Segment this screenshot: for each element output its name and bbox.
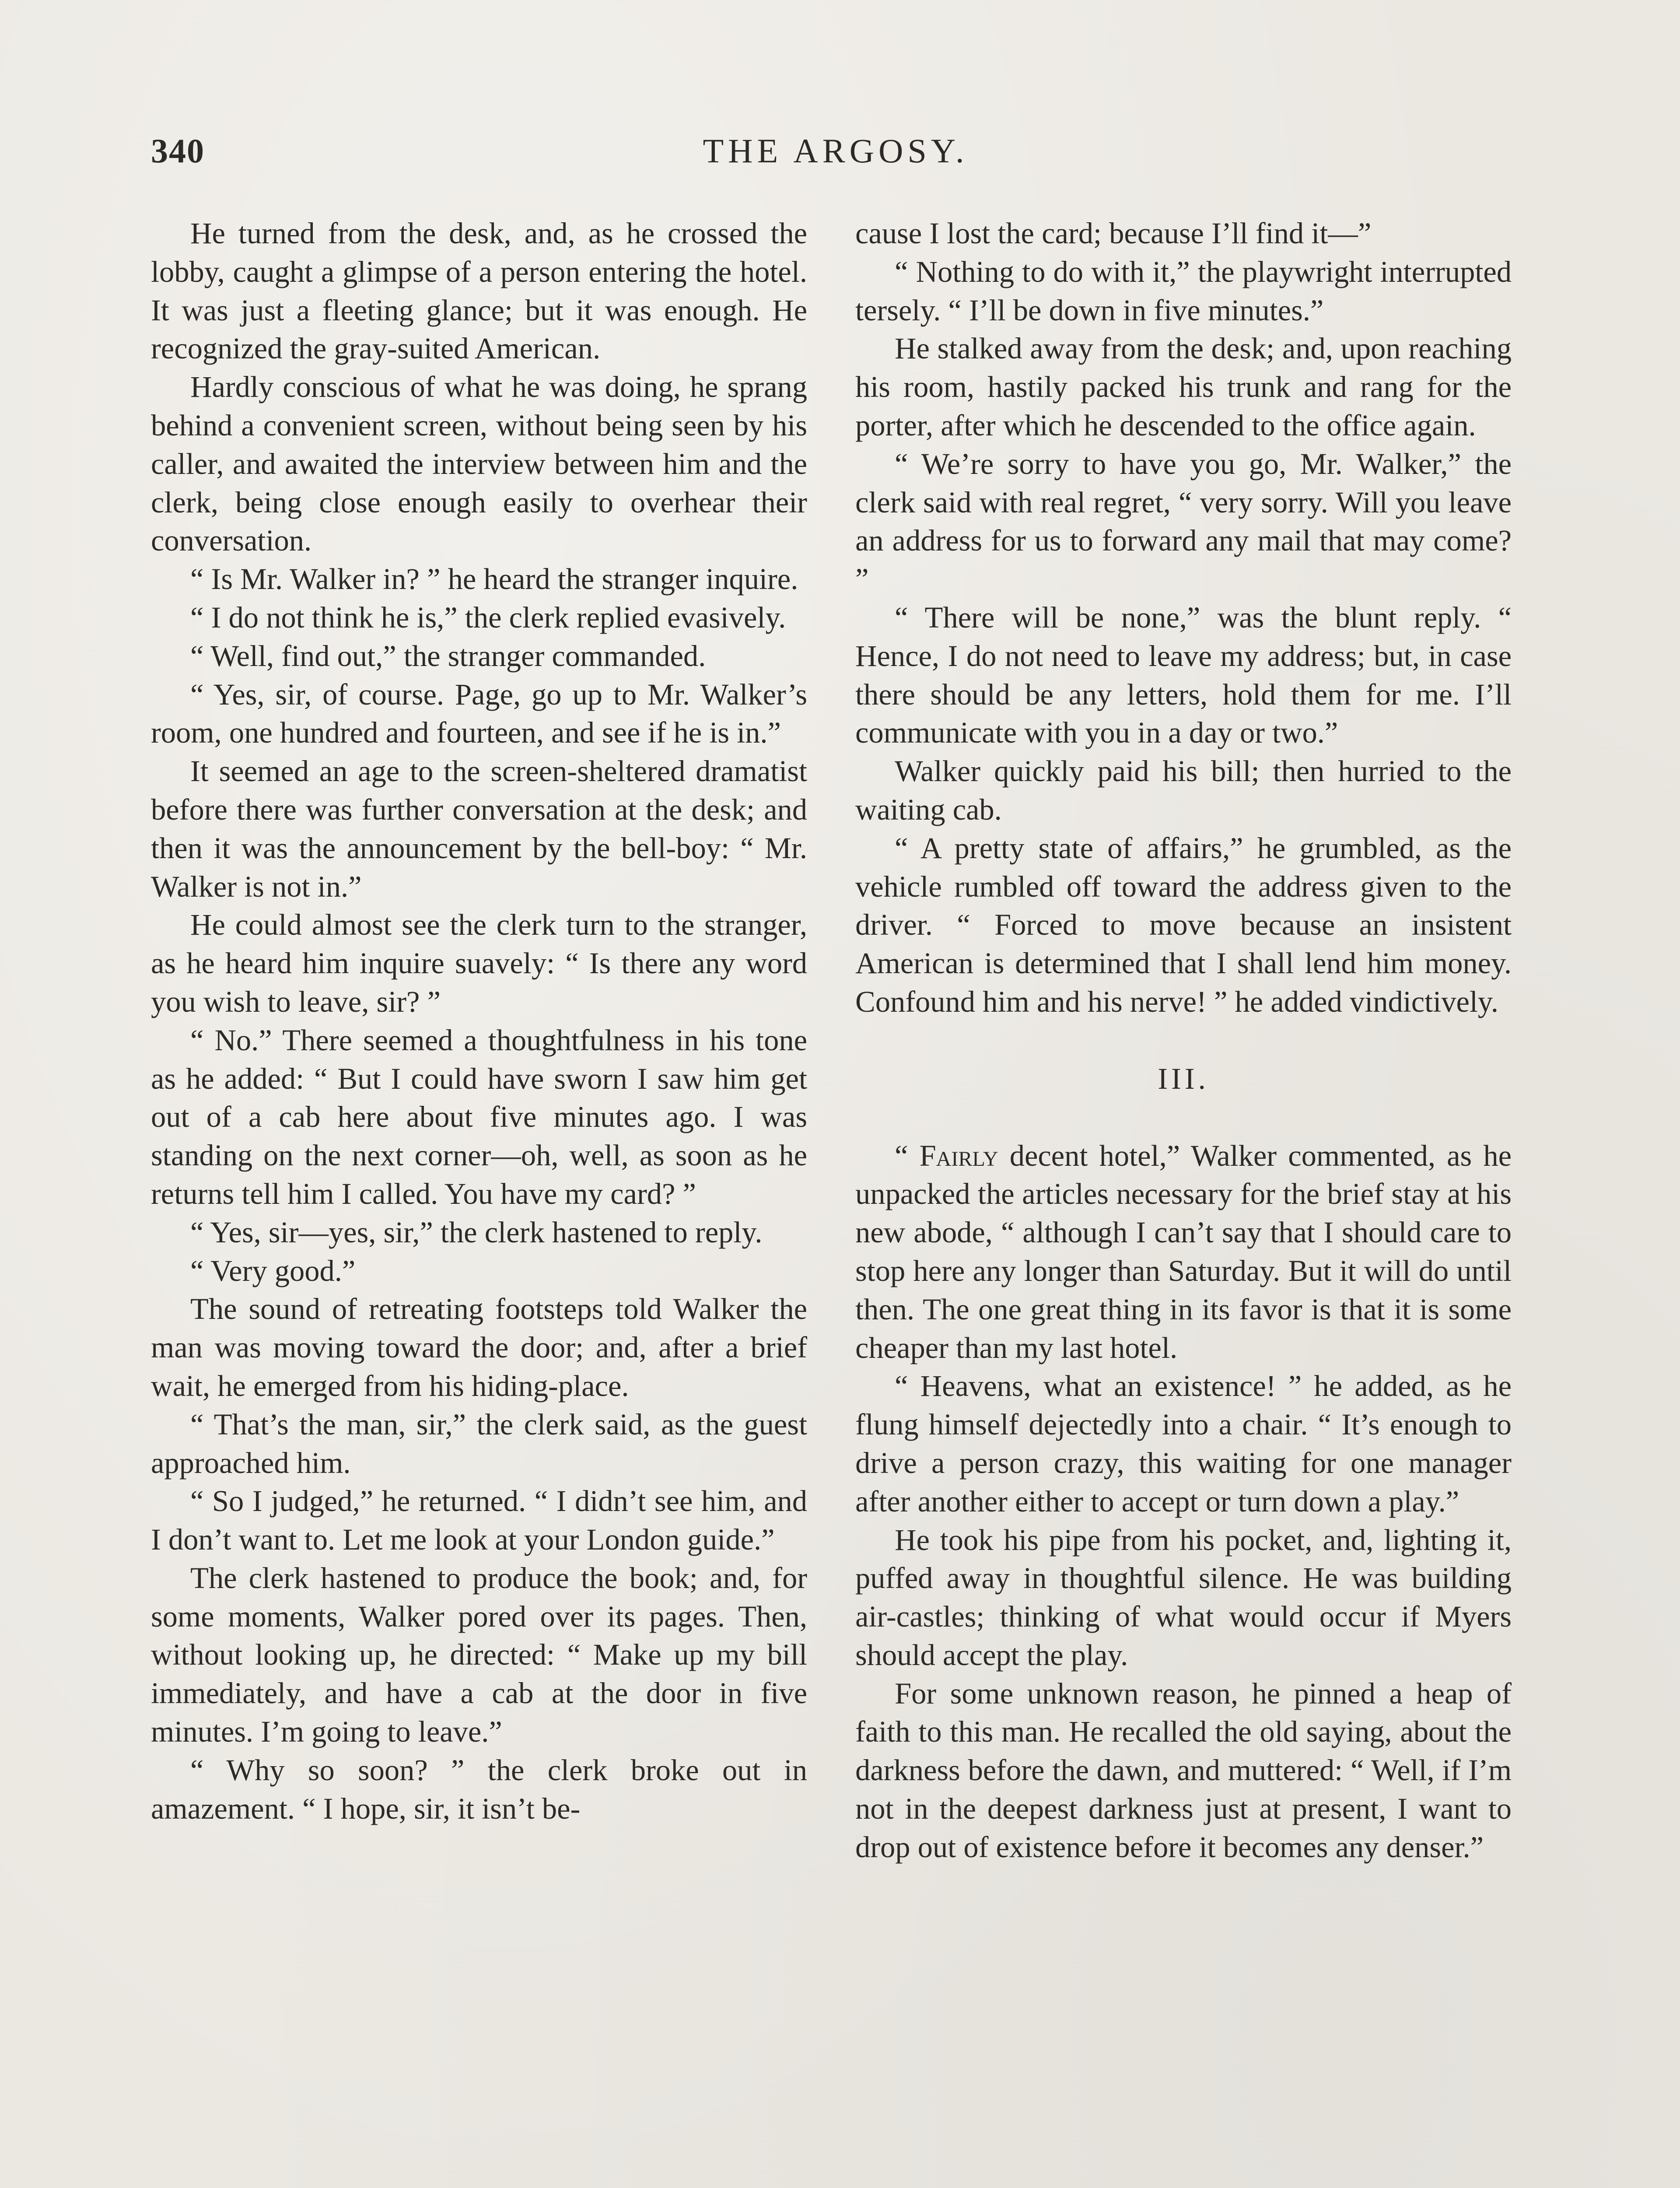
paragraph: “ Heavens, what an existence! ” he added, as he flung himself dejectedly into a chair. “ It’s enough to drive a person crazy, this waiting for one manager after another either to accept or turn down a play.” [855,1369,1512,1518]
opening-quote: “ [895,1139,920,1172]
paragraph: He turned from the desk, and, as he crossed the lobby, caught a glimpse of a person entering the hotel. It was just a fleeting glance; but it was enough. He recognized the gray-suited American. [151,217,807,365]
paragraph: “ We’re sorry to have you go, Mr. Walker,” the clerk said with real regret, “ very sorry. Will you leave an address for us to forward any mail that may come? ” [855,447,1512,596]
section-heading: III. [1158,1062,1209,1095]
right-column [855,214,1512,1867]
section-opening-paragraph [855,1137,1512,1368]
paragraph: Hardly conscious of what he was doing, he sprang behind a convenient screen, without being seen by his caller, and awaited the interview between him and the clerk, being close enough easily to overhear their conversation. [151,370,807,558]
paragraph: “ So I judged,” he returned. “ I didn’t see him, and I don’t want to. Let me look at your London guide.” [151,1484,807,1557]
paragraph: He stalked away from the desk; and, upon reaching his room, hastily packed his trunk and rang for the porter, after which he descended to the office again. [855,332,1512,442]
smallcaps-word: Fairly [919,1139,998,1172]
paragraph: He could almost see the clerk turn to the stranger, as he heard him inquire suavely: “ Is there any word you wish to leave, sir? ” [151,908,807,1018]
paragraph: “ Nothing to do with it,” the playwright interrupted tersely. “ I’ll be down in five minutes.” [855,255,1512,327]
paragraph: “ Well, find out,” the stranger commanded. [190,639,706,673]
paragraph: The clerk hastened to produce the book; and, for some moments, Walker pored over its pages. Then, without looking up, he directed: “ Make up my bill immediately, and have a cab at the door in five minutes. I’m going to leave.” [151,1561,807,1749]
paragraph-continued: cause I lost the card; because I’ll find it—” [855,217,1372,250]
paragraph: “ Why so soon? ” the clerk broke out in amazement. “ I hope, sir, it isn’t be- [151,1753,807,1825]
paragraph: “ Very good.” [190,1254,356,1287]
paragraph: “ Yes, sir, of course. Page, go up to Mr. Walker’s room, one hundred and fourteen, and see if he is in.” [151,677,807,750]
page-header [151,131,1520,184]
paragraph: He took his pipe from his pocket, and, lighting it, puffed away in thoughtful silence. He was building air-castles; thinking of what would occur if Myers should accept the play. [855,1523,1512,1672]
paragraph: Walker quickly paid his bill; then hurried to the waiting cab. [855,754,1512,826]
paragraph: “ That’s the man, sir,” the clerk said, as the guest approached him. [151,1407,807,1480]
left-column [151,214,807,1828]
paragraph: “ Is Mr. Walker in? ” he heard the stranger inquire. [190,562,798,596]
paragraph: “ Yes, sir—yes, sir,” the clerk hastened to reply. [190,1215,763,1249]
opening-paragraph-text: decent hotel,” Walker commented, as he unpacked the articles necessary for the brief stay at his new abode, “ although I can’t say that I should care to stop here any longer than Saturday. But it will do until then. The one great thing in its favor is that it is some cheaper than my last hotel. [855,1139,1512,1364]
running-head: THE ARGOSY. [703,132,969,170]
page-number: 340 [151,132,205,170]
paragraph: “ No.” There seemed a thoughtfulness in his tone as he added: “ But I could have sworn I saw him get out of a cab here about five minutes ago. I was standing on the next corner—oh, well, as soon as he returns tell him I called. You have my card? ” [151,1023,807,1210]
paragraph: The sound of retreating footsteps told Walker the man was moving toward the door; and, after a brief wait, he emerged from his hiding-place. [151,1292,807,1403]
paragraph: It seemed an age to the screen-sheltered dramatist before there was further conversation at the desk; and then it was the announcement by the bell-boy: “ Mr. Walker is not in.” [151,754,807,903]
paragraph: “ A pretty state of affairs,” he grumbled, as the vehicle rumbled off toward the address given to the driver. “ Forced to move because an insistent American is determined that I shall lend him money. Confound him and his nerve! ” he added vindictively. [855,831,1512,1018]
paragraph: “ I do not think he is,” the clerk replied evasively. [190,600,786,634]
paragraph: For some unknown reason, he pinned a heap of faith to this man. He recalled the old saying, about the darkness before the dawn, and muttered: “ Well, if I’m not in the deepest darkness just at present, I want to drop out of existence before it becomes any denser.” [855,1676,1512,1864]
paragraph: “ There will be none,” was the blunt reply. “ Hence, I do not need to leave my address; but, in case there should be any letters, hold them for me. I’ll communicate with you in a day or two.” [855,600,1512,750]
